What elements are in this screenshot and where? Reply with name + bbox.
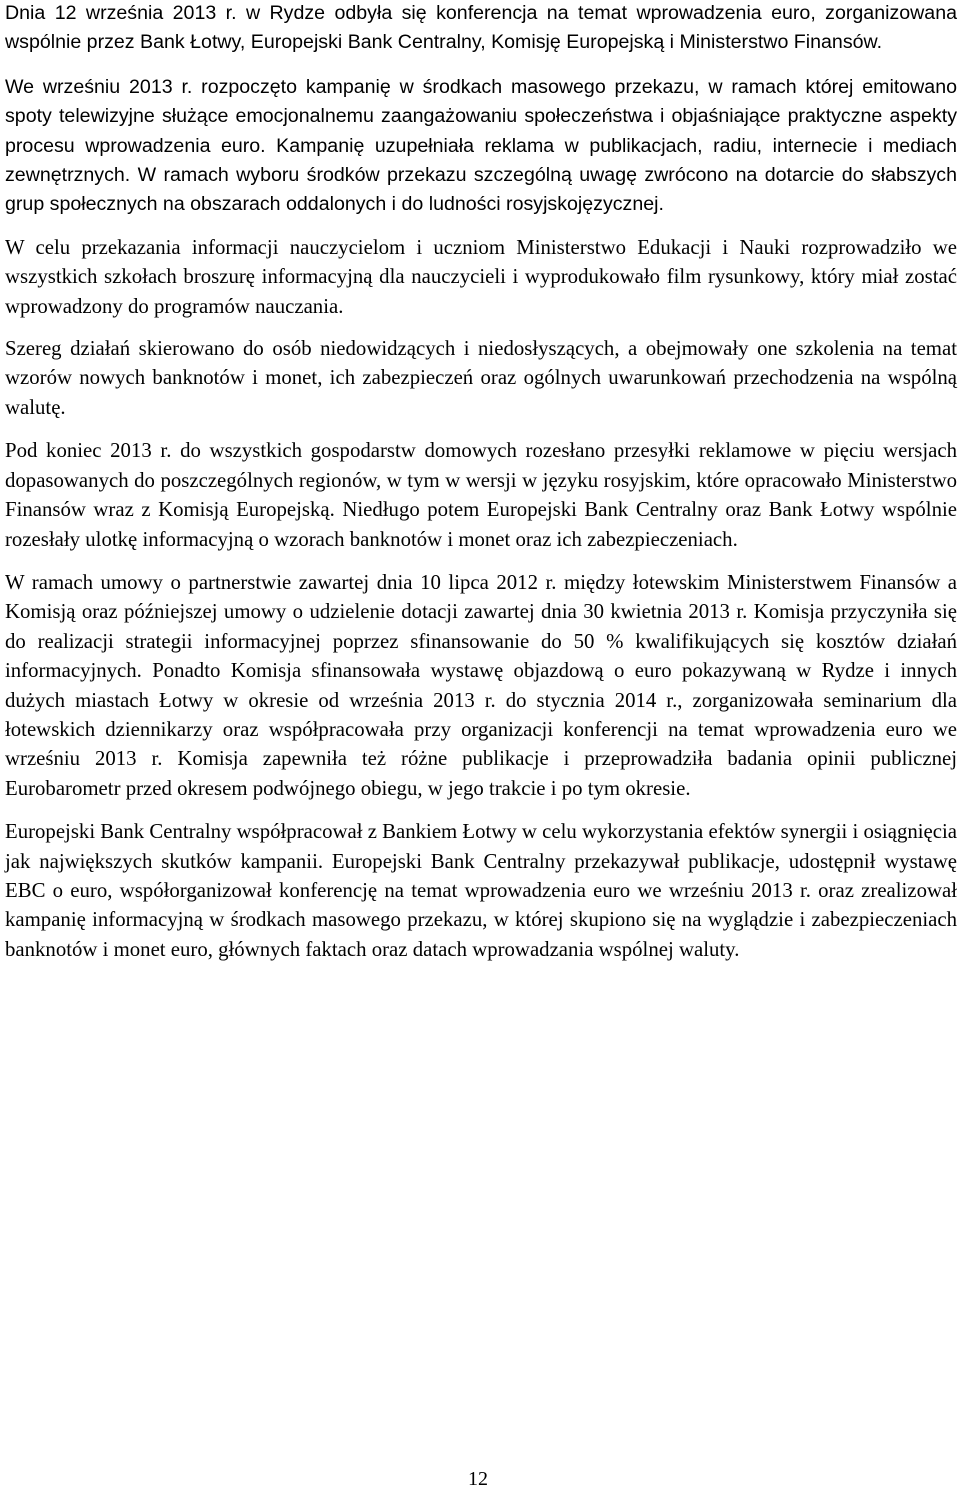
document-body — [5, 0, 957, 964]
paragraph-accessibility: Szereg działań skierowano do osób niedowidzących i niedosłyszących, a obejmowały one szkolenia na temat wzorów nowych banknotów i monet, ich zabezpieczeń oraz ogólnych uwarunkowań przechodzenia na wspólną walutę. — [5, 337, 957, 419]
paragraph-commission-partnership: W ramach umowy o partnerstwie zawartej dnia 10 lipca 2012 r. między łotewskim Ministerstwem Finansów a Komisją oraz późniejszej umowy o udzielenie dotacji zawartej dnia 30 kwietnia 2013 r. Komisja przyczyniła się do realizacji strategii informacyjnej poprzez sfinansowanie do 50 % kwalifikujących się kosztów działań informacyjnych. Ponadto Komisja sfinansowała wystawę objazdową o euro pokazywaną w Rydze i innych dużych miastach Łotwy w okresie od września 2013 r. do stycznia 2014 r., zorganizowała seminarium dla łotewskich dziennikarzy oraz współpracowała przy organizacji konferencji na temat wprowadzenia euro we wrześniu 2013 r. Komisja zapewniła też różne publikacje i przeprowadziła badania opinii publicznej Eurobarometr przed okresem podwójnego obiegu, w jego trakcie i po tym okresie. — [5, 570, 957, 800]
page-number: 12 — [468, 1468, 488, 1490]
paragraph-ecb-cooperation: Europejski Bank Centralny współpracował z Bankiem Łotwy w celu wykorzystania efektów synergii i osiągnięcia jak największych skutków kampanii. Europejski Bank Centralny przekazywał publikacje, udostępnił wystawę EBC o euro, współorganizował konferencję na temat wprowadzenia euro we wrześniu 2013 r. oraz zrealizował kampanię informacyjną w środkach masowego przekazu, w której skupiono się na wyglądzie i zabezpieczeniach banknotów i monet euro, głównych faktach oraz datach wprowadzania wspólnej waluty. — [5, 820, 957, 961]
paragraph-conference: Dnia 12 września 2013 r. w Rydze odbyła się konferencja na temat wprowadzenia euro, zorganizowana wspólnie przez Bank Łotwy, Europejski Bank Centralny, Komisję Europejską i Ministerstwo Finansów. — [5, 2, 957, 54]
paragraph-education: W celu przekazania informacji nauczycielom i uczniom Ministerstwo Edukacji i Nauki rozprowadziło we wszystkich szkołach broszurę informacyjną dla nauczycieli i wyprodukowało film rysunkowy, który miał zostać wprowadzony do programów nauczania. — [5, 235, 957, 318]
paragraph-household-mailings: Pod koniec 2013 r. do wszystkich gospodarstw domowych rozesłano przesyłki reklamowe w pięciu wersjach dopasowanych do poszczególnych regionów, w tym w wersji w języku rosyjskim, które opracowało Ministerstwo Finansów wraz z Komisją Europejską. Niedługo potem Europejski Bank Centralny oraz Bank Łotwy wspólnie rozesłały ulotkę informacyjną o wzorach banknotów i monet oraz ich zabezpieczeniach. — [5, 439, 957, 551]
paragraph-media-campaign: We wrześniu 2013 r. rozpoczęto kampanię w środkach masowego przekazu, w ramach której emitowano spoty telewizyjne służące emocjonalnemu zaangażowaniu społeczeństwa i objaśniające praktyczne aspekty procesu wprowadzenia euro. Kampanię uzupełniała reklama w publikacjach, radiu, internecie i mediach zewnętrznych. W ramach wyboru środków przekazu szczególną uwagę zwrócono na dotarcie do słabszych grup społecznych na obszarach oddalonych i do ludności rosyjskojęzycznej. — [5, 75, 957, 216]
